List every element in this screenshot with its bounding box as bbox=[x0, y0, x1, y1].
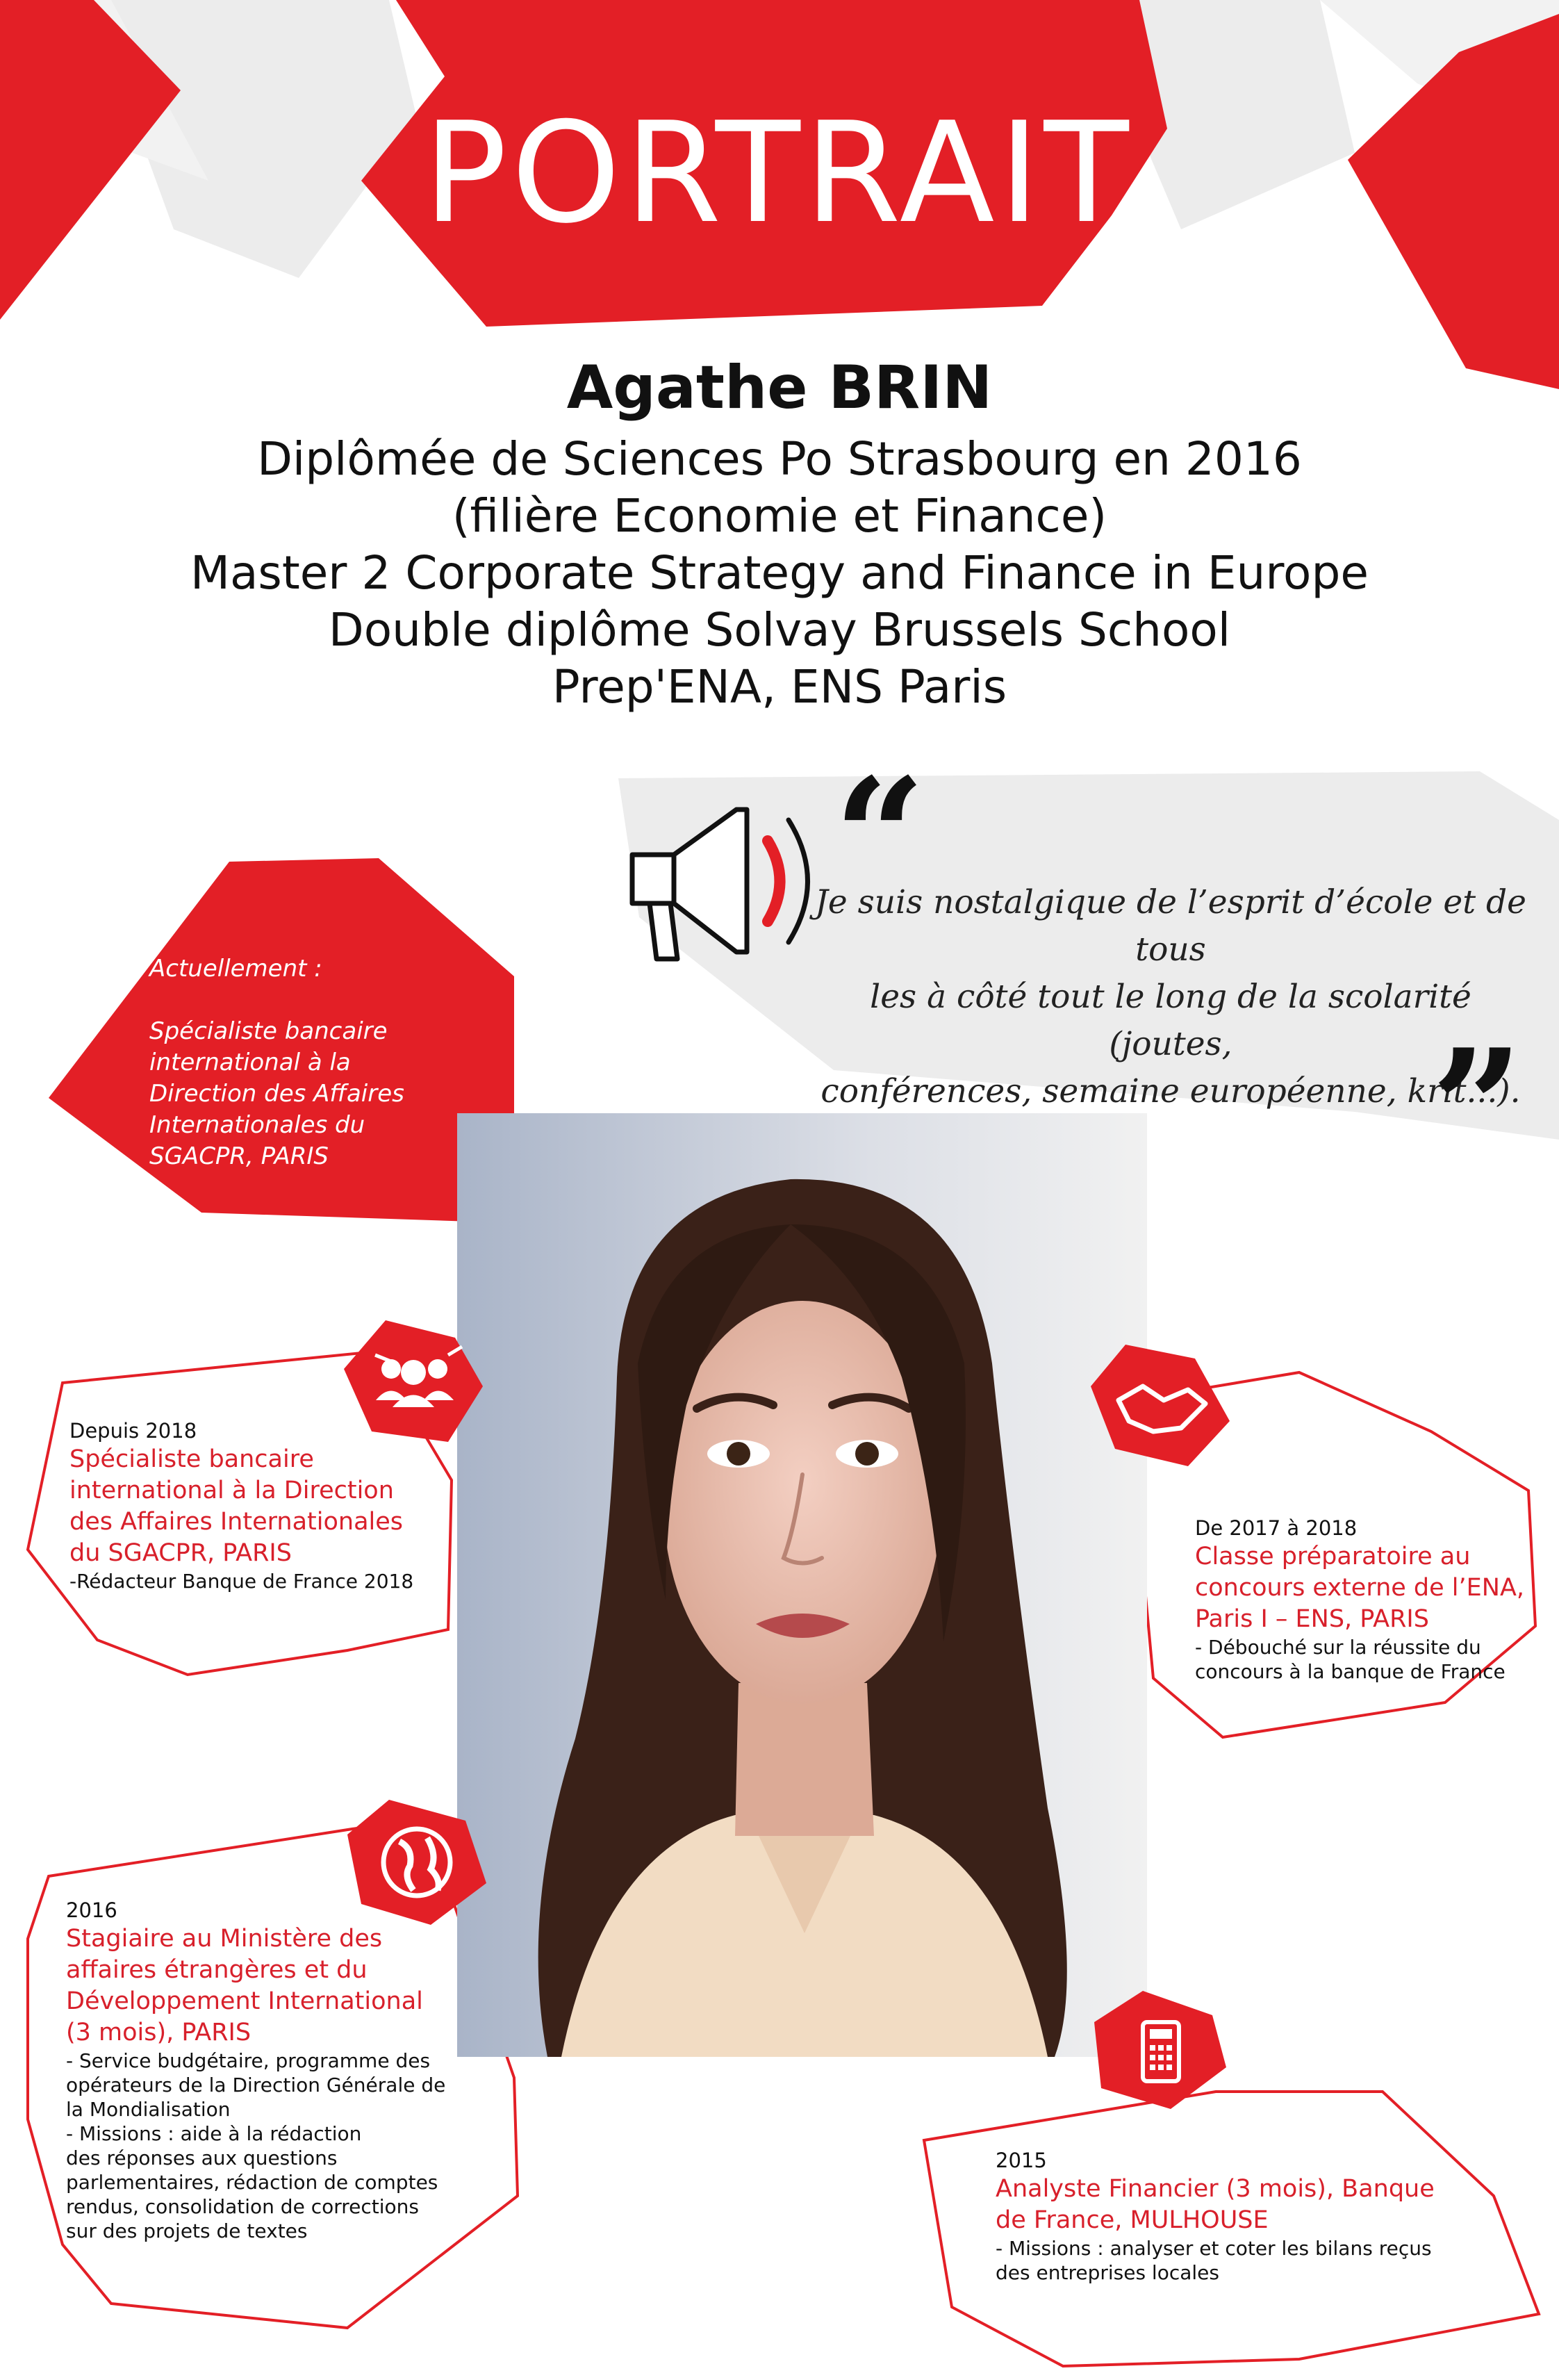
quote-text bbox=[813, 879, 1528, 1115]
timeline-card-2015 bbox=[996, 2147, 1496, 2285]
card-period: De 2017 à 2018 bbox=[1195, 1516, 1358, 1540]
education-line: Prep'ENA, ENS Paris bbox=[552, 660, 1007, 714]
card-period: Depuis 2018 bbox=[69, 1419, 197, 1443]
card-details: - Service budgétaire, programme des opérateurs de la Direction Générale de la Mondialisation - Missions : aide à la rédaction des réponses aux questions parlementaires, rédaction de comptes rendus, consolidation de corrections sur des projets de textes bbox=[66, 2049, 446, 2242]
card-title: Stagiaire au Ministère des affaires étrangères et du Développement International (3 mois), PARIS bbox=[66, 1925, 423, 2046]
current-line: Direction des Affaires bbox=[149, 1080, 404, 1108]
portrait-photo bbox=[457, 1113, 1147, 2057]
timeline-card-2016 bbox=[66, 1897, 483, 2243]
education-line: Diplômée de Sciences Po Strasbourg en 2016 bbox=[257, 432, 1302, 486]
quote-open-mark: “ bbox=[834, 744, 926, 931]
current-line: Spécialiste bancaire bbox=[149, 1017, 388, 1045]
current-line: Internationales du bbox=[149, 1111, 365, 1139]
quote-line: Je suis nostalgique de l’esprit d’école et de tous bbox=[815, 883, 1526, 969]
current-label: Actuellement : bbox=[149, 955, 322, 983]
card-title: Analyste Financier (3 mois), Banque de France, MULHOUSE bbox=[996, 2175, 1435, 2234]
timeline-card-2017 bbox=[1195, 1515, 1528, 1684]
education-line: Double diplôme Solvay Brussels School bbox=[328, 603, 1231, 657]
card-period: 2015 bbox=[996, 2149, 1047, 2172]
card-details: - Missions : analyser et coter les bilans reçus des entreprises locales bbox=[996, 2237, 1432, 2284]
current-position bbox=[149, 953, 511, 1172]
quote-close-mark: ” bbox=[1431, 1015, 1524, 1202]
person-name: Agathe BRIN bbox=[566, 353, 993, 422]
education-block bbox=[0, 431, 1559, 716]
card-title: Classe préparatoire au concours externe de l’ENA, Paris I – ENS, PARIS bbox=[1195, 1543, 1525, 1633]
quote-line: conférences, semaine européenne, krit...). bbox=[820, 1072, 1521, 1110]
megaphone-icon bbox=[618, 792, 827, 973]
page-title: PORTRAIT bbox=[423, 92, 1133, 254]
quote-line: les à côté tout le long de la scolarité (joutes, bbox=[870, 978, 1471, 1063]
card-period: 2016 bbox=[66, 1898, 117, 1922]
calculator-icon bbox=[1094, 1991, 1226, 2109]
timeline-card-2018 bbox=[69, 1418, 445, 1593]
card-title: Spécialiste bancaire international à la Direction des Affaires Internationales du SGACPR, PARIS bbox=[69, 1445, 404, 1567]
card-details: - Débouché sur la réussite du concours à la banque de France bbox=[1195, 1636, 1506, 1683]
card-details: -Rédacteur Banque de France 2018 bbox=[69, 1570, 414, 1593]
current-line: SGACPR, PARIS bbox=[149, 1142, 329, 1170]
current-line: international à la bbox=[149, 1049, 351, 1076]
handshake-icon bbox=[1091, 1345, 1230, 1466]
education-line: Master 2 Corporate Strategy and Finance in Europe bbox=[190, 546, 1369, 600]
education-line: (filière Economie et Finance) bbox=[452, 489, 1107, 543]
